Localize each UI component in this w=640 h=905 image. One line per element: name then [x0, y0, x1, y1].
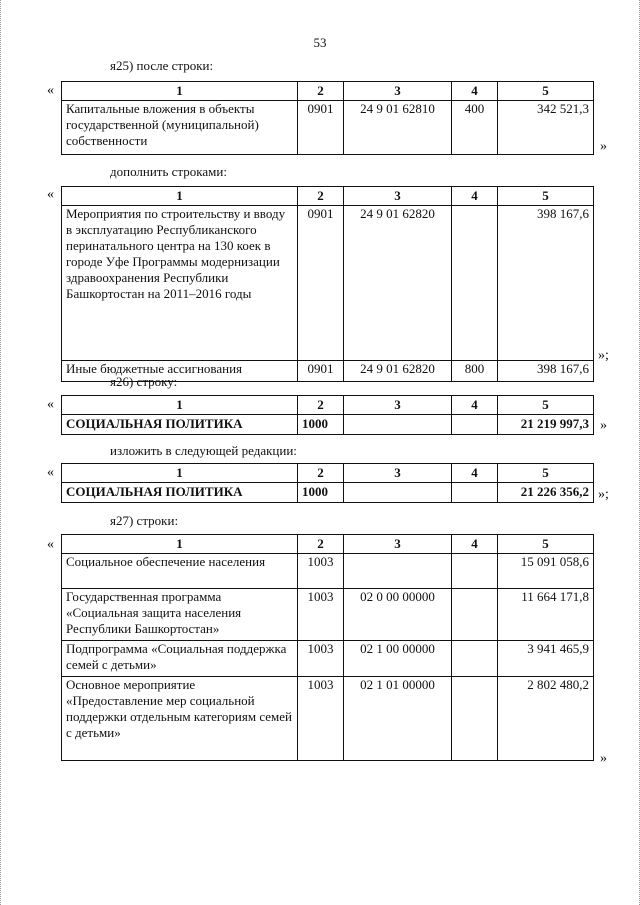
open-quote: « [47, 187, 54, 202]
column-header-4: 4 [452, 396, 498, 415]
open-quote: « [47, 397, 54, 412]
target-article-cell: 02 1 01 00000 [344, 677, 452, 761]
section-27-intro: я27) строки: [110, 513, 179, 528]
edit-intro: изложить в следующей редакции: [110, 443, 297, 458]
close-quote: »; [598, 487, 609, 502]
target-article-cell: 24 9 01 62810 [344, 101, 452, 155]
expense-type-cell [452, 206, 498, 361]
column-header-3: 3 [344, 82, 452, 101]
table-added-rows [61, 186, 594, 382]
row-name-cell: СОЦИАЛЬНАЯ ПОЛИТИКА [62, 483, 298, 503]
column-header-1: 1 [62, 464, 298, 483]
amount-cell: 21 226 356,2 [498, 483, 594, 503]
header-row [62, 464, 594, 483]
expense-type-cell [452, 554, 498, 589]
section-code-cell: 0901 [298, 361, 344, 382]
column-header-2: 2 [298, 82, 344, 101]
column-header-5: 5 [498, 82, 594, 101]
close-quote: » [600, 139, 607, 154]
column-header-5: 5 [498, 187, 594, 206]
close-quote: »; [598, 348, 609, 363]
section-code-cell: 1000 [298, 415, 344, 435]
column-header-2: 2 [298, 187, 344, 206]
expense-type-cell [452, 589, 498, 641]
amount-cell: 3 941 465,9 [498, 641, 594, 677]
header-row [62, 396, 594, 415]
target-article-cell [344, 554, 452, 589]
row-name-cell: Иные бюджетные ассигнования [62, 361, 298, 382]
target-article-cell [344, 483, 452, 503]
target-article-cell: 02 0 00 00000 [344, 589, 452, 641]
column-header-1: 1 [62, 396, 298, 415]
close-quote: » [600, 751, 607, 766]
section-code-cell: 1000 [298, 483, 344, 503]
amount-cell: 342 521,3 [498, 101, 594, 155]
expense-type-cell [452, 677, 498, 761]
amount-cell: 398 167,6 [498, 206, 594, 361]
row-name-cell: Мероприятия по строительству и вводу в эксплуатацию Республиканского перинатального центра на 130 коек в городе Уфе Программы модернизации здравоохранения Республики Башкортостан на 2011–2016 годы [62, 206, 298, 361]
table-row [62, 641, 594, 677]
column-header-4: 4 [452, 535, 498, 554]
section-code-cell: 1003 [298, 589, 344, 641]
section-25-intro: я25) после строки: [110, 58, 214, 73]
section-code-cell: 1003 [298, 554, 344, 589]
column-header-5: 5 [498, 464, 594, 483]
column-header-1: 1 [62, 535, 298, 554]
table-row [62, 415, 594, 435]
row-name-cell: Основное мероприятие «Предоставление мер социальной поддержки отдельным категориям семей с детьми» [62, 677, 298, 761]
amount-cell: 15 091 058,6 [498, 554, 594, 589]
target-article-cell: 02 1 00 00000 [344, 641, 452, 677]
section-code-cell: 0901 [298, 101, 344, 155]
column-header-3: 3 [344, 464, 452, 483]
table-row [62, 677, 594, 761]
table-section-26 [61, 395, 594, 435]
expense-type-cell [452, 483, 498, 503]
column-header-3: 3 [344, 396, 452, 415]
open-quote: « [47, 83, 54, 98]
column-header-3: 3 [344, 187, 452, 206]
column-header-5: 5 [498, 396, 594, 415]
scan-right-edge [636, 0, 640, 905]
expense-type-cell: 400 [452, 101, 498, 155]
close-quote: » [600, 418, 607, 433]
column-header-2: 2 [298, 464, 344, 483]
column-header-5: 5 [498, 535, 594, 554]
table-section-27 [61, 534, 594, 761]
row-name-cell: Социальное обеспечение населения [62, 554, 298, 589]
section-code-cell: 1003 [298, 641, 344, 677]
row-name-cell: Государственная программа «Социальная защита населения Республики Башкортостан» [62, 589, 298, 641]
table-row [62, 101, 594, 155]
table-new-edition [61, 463, 594, 503]
target-article-cell [344, 415, 452, 435]
row-name-cell: Капитальные вложения в объекты государственной (муниципальной) собственности [62, 101, 298, 155]
amount-cell: 398 167,6 [498, 361, 594, 382]
column-header-1: 1 [62, 82, 298, 101]
amount-cell: 21 219 997,3 [498, 415, 594, 435]
table-row [62, 554, 594, 589]
open-quote: « [47, 465, 54, 480]
expense-type-cell [452, 415, 498, 435]
row-name-cell: СОЦИАЛЬНАЯ ПОЛИТИКА [62, 415, 298, 435]
column-header-1: 1 [62, 187, 298, 206]
table-row [62, 589, 594, 641]
section-code-cell: 1003 [298, 677, 344, 761]
scan-left-edge [0, 0, 4, 905]
amount-cell: 2 802 480,2 [498, 677, 594, 761]
open-quote: « [47, 537, 54, 552]
column-header-4: 4 [452, 187, 498, 206]
expense-type-cell [452, 641, 498, 677]
header-row [62, 82, 594, 101]
section-26-intro: я26) строку: [110, 374, 178, 389]
column-header-4: 4 [452, 82, 498, 101]
target-article-cell: 24 9 01 62820 [344, 361, 452, 382]
column-header-2: 2 [298, 535, 344, 554]
table-row [62, 483, 594, 503]
table-section-25 [61, 81, 594, 155]
column-header-4: 4 [452, 464, 498, 483]
amount-cell: 11 664 171,8 [498, 589, 594, 641]
section-code-cell: 0901 [298, 206, 344, 361]
add-rows-intro: дополнить строками: [110, 164, 227, 179]
table-row [62, 206, 594, 361]
column-header-3: 3 [344, 535, 452, 554]
column-header-2: 2 [298, 396, 344, 415]
header-row [62, 535, 594, 554]
header-row [62, 187, 594, 206]
expense-type-cell: 800 [452, 361, 498, 382]
page-number: 53 [313, 35, 327, 50]
target-article-cell: 24 9 01 62820 [344, 206, 452, 361]
row-name-cell: Подпрограмма «Социальная поддержка семей с детьми» [62, 641, 298, 677]
